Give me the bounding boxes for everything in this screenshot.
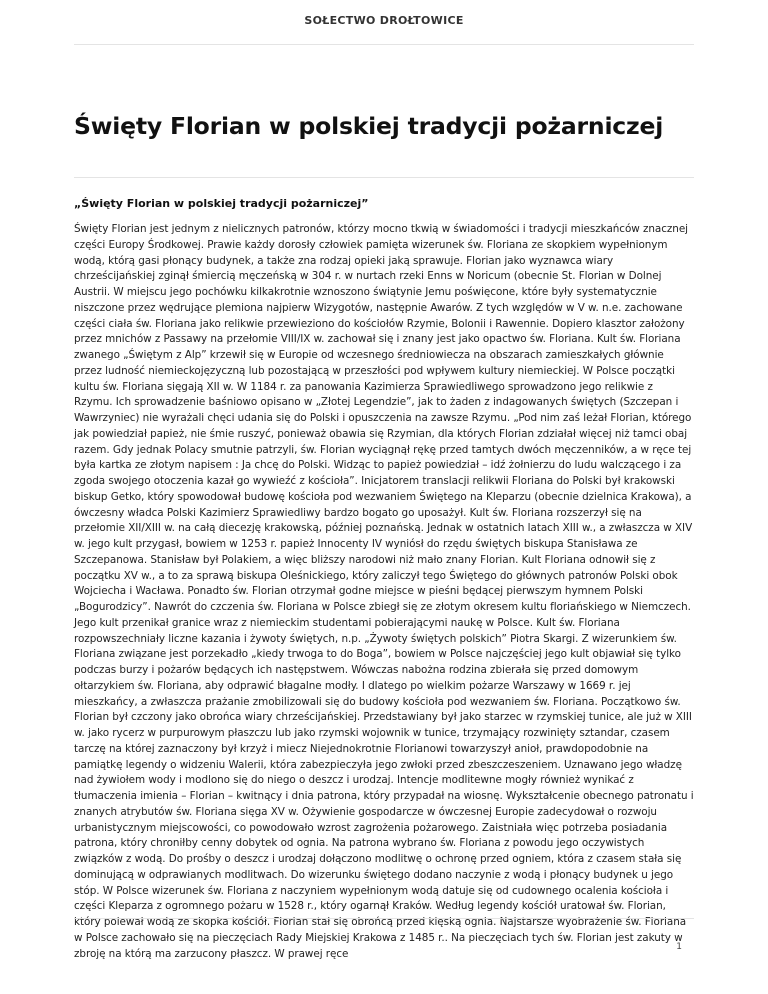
footer-divider	[74, 918, 694, 919]
site-header: SOŁECTWO DROŁTOWICE	[304, 14, 464, 27]
article-body: Święty Florian jest jednym z nielicznych patronów, którzy mocno tkwią w świadomości i tradycji mieszkańców znacznej części Europy Środkowej. Prawie każdy dorosły człowiek pamięta wizerunek św. Floriana ze skopkiem wypełnionym wodą, którą gasi płonący budynek, a także zna rodzaj opieki jaką sprawuje. Florian jako wyznawca wiary chrześcijańskiej zginął śmiercią męczeńską w 304 r. w nurtach rzeki Enns w Noricum (obecnie St. Florian w Dolnej Austrii. W miejscu jego pochówku kilkakrotnie wznoszono świątynie Jemu poświęcone, które były systematycznie niszczone przez wędrujące plemiona najpierw Wizygotów, następnie Awarów. Z tych względów w V w. n.e. zachowane części ciała św. Floriana jako relikwie przewieziono do kościołów Rzymie, Bolonii i Rawennie. Dopiero klasztor założony przez mnichów z Passawy na przełomie VIII/IX w. zachował się i znany jest jako opactwo św. Floriana. Kult św. Floriana zwanego „Świętym z Alp” krzewił się w Europie od wczesnego średniowiecza na obszarach zamieszkałych głównie przez ludność niemieckojęzyczną lub pozostającą w przeszłości pod wpływem kultury niemieckiej. W Polsce początki kultu św. Floriana sięgają XII w. W 1184 r. za panowania Kazimierza Sprawiedliwego sprowadzono jego relikwie z Rzymu. Ich sprowadzenie baśniowo opisano w „Złotej Legendzie”, jak to żaden z indagowanych świętych (Szczepan i Wawrzyniec) nie wyrażali chęci udania się do Polski i opuszczenia na zawsze Rzymu. „Pod nim zaś leżał Florian, którego jak powiedział papież, nie śmie ruszyć, ponieważ obawia się Rzymian, dla których Florian zdziałał więcej niż tamci obaj razem. Gdy jednak Polacy smutnie patrzyli, św. Florian wyciągnął rękę przed tamtych dwóch męczenników, a w ręce tej była kartka ze złotym napisem : Ja chcę do Polski. Widząc to papież powiedział – idź żołnierzu do ludu walczącego i za zgoda swojego otoczenia kazał go wywieźć z kościoła”. Inicjatorem translacji relikwii Floriana do Polski był krakowski biskup Getko, który spowodował budowę kościoła pod wezwaniem Świętego na Kleparzu (obecnie dzielnica Krakowa), a ówczesny władca Polski Kazimierz Sprawiedliwy bardzo bogato go uposażył. Kult św. Floriana rozszerzył się na przełomie XII/XIII w. na całą diecezję krakowską, później poznańską. Jednak w ostatnich latach XIII w., a zwłaszcza w XIV w. jego kult przygasł, bowiem w 1253 r. papież Innocenty IV wyniósł do rzędu świętych biskupa Stanisława ze Szczepanowa. Stanisław był Polakiem, a więc bliższy narodowi niż mało znany Florian. Kult Floriana odnowił się z początku XV w., a to za sprawą biskupa Oleśnickiego, który zaliczył tego Świętego do głównych patronów Polski obok Wojciecha i Wacława. Ponadto św. Florian otrzymał godne miejsce w pieśni będącej pierwszym hymnem Polski „Bogurodzicy”. Nawrót do czczenia św. Floriana w Polsce zbiegł się ze złotym okresem kultu floriańskiego w Niemczech. Jego kult przenikał granice wraz z niemieckim studentami pobierającymi naukę w Polsce. Kult św. Floriana rozpowszechniały liczne kazania i żywoty świętych, n.p. „Żywoty świętych polskich” Piotra Skargi. Z wizerunkiem św. Floriana związane jest porzekadło „kiedy trwoga to do Boga”, bowiem w Polsce najczęściej jego kult objawiał się tylko podczas burzy i pożarów będących ich następstwem. Wówczas nabożna rodzina zbierała się przed domowym ołtarzykiem św. Floriana, aby odprawić błagalne modły. I dlatego po wielkim pożarze Warszawy w 1669 r. jej mieszkańcy, a zwłaszcza prażanie zmobilizowali się do budowy kościoła pod wezwaniem św. Floriana. Początkowo św. Florian był czczony jako obrońca wiary chrześcijańskiej. Przedstawiany był jako starzec w rzymskiej tunice, ale już w XIII w. jako rycerz w purpurowym płaszczu lub jako rzymski wojownik w tunice, trzymający rozwinięty sztandar, czasem tarczę na której zaznaczony był krzyż i miecz Niejednokrotnie Florianowi towarzyszył anioł, prawdopodobnie na pamiątkę legendy o widzeniu Walerii, która zabezpieczyła jego zwłoki przed zbeszczeszeniem. Uznawano jego władzę nad żywiołem wody i modlono się do niego o deszcz i urodzaj. Intencje modlitewne mogły również wynikać z tłumaczenia imienia – Florian – kwitnący i dnia patrona, który przypadał na wiosnę. Wykształcenie obecnego patronatu i znanych atrybutów św. Floriana sięga XV w. Ożywienie gospodarcze w ówczesnej Europie zadecydował o rozwoju urbanistycznym miejscowości, co powodowało wzrost zagrożenia pożarowego. Zaistniała więc potrzeba posiadania patrona, który chroniłby cenny dobytek od ognia. Na patrona wybrano św. Floriana z powodu jego oczywistych związków z wodą. Do prośby o deszcz i urodzaj dołączono modlitwę o ochronę przed ogniem, która z czasem stała się dominującą w odprawianych modlitwach. Do wizerunku świętego dodano naczynie z wodą i płonący budynek u jego stóp. W Polsce wizerunek św. Floriana z naczyniem wypełnionym wodą datuje się od cudownego ocalenia kościoła i części Kleparza z ogromnego pożaru w 1528 r., który ogarnął Kraków. Według legendy kościół uratował św. Florian, który polewał wodą ze skopka kościół. Florian stał się obrońcą przed klęską ognia. Najstarsze wyobrażenie św. Floriana w Polsce zachowało się na pieczęciach Rady Miejskiej Krakowa z 1485 r.. Na pieczęciach tych św. Florian jest zakuty w zbroję na którą ma zarzucony płaszcz. W prawej ręce	[74, 223, 694, 960]
page-number: 1	[676, 942, 682, 952]
article-subtitle: „Święty Florian w polskiej tradycji pożarniczej”	[74, 197, 369, 210]
title-divider	[74, 177, 694, 178]
header-divider	[74, 44, 694, 45]
page-title: Święty Florian w polskiej tradycji pożarniczej	[74, 112, 664, 140]
